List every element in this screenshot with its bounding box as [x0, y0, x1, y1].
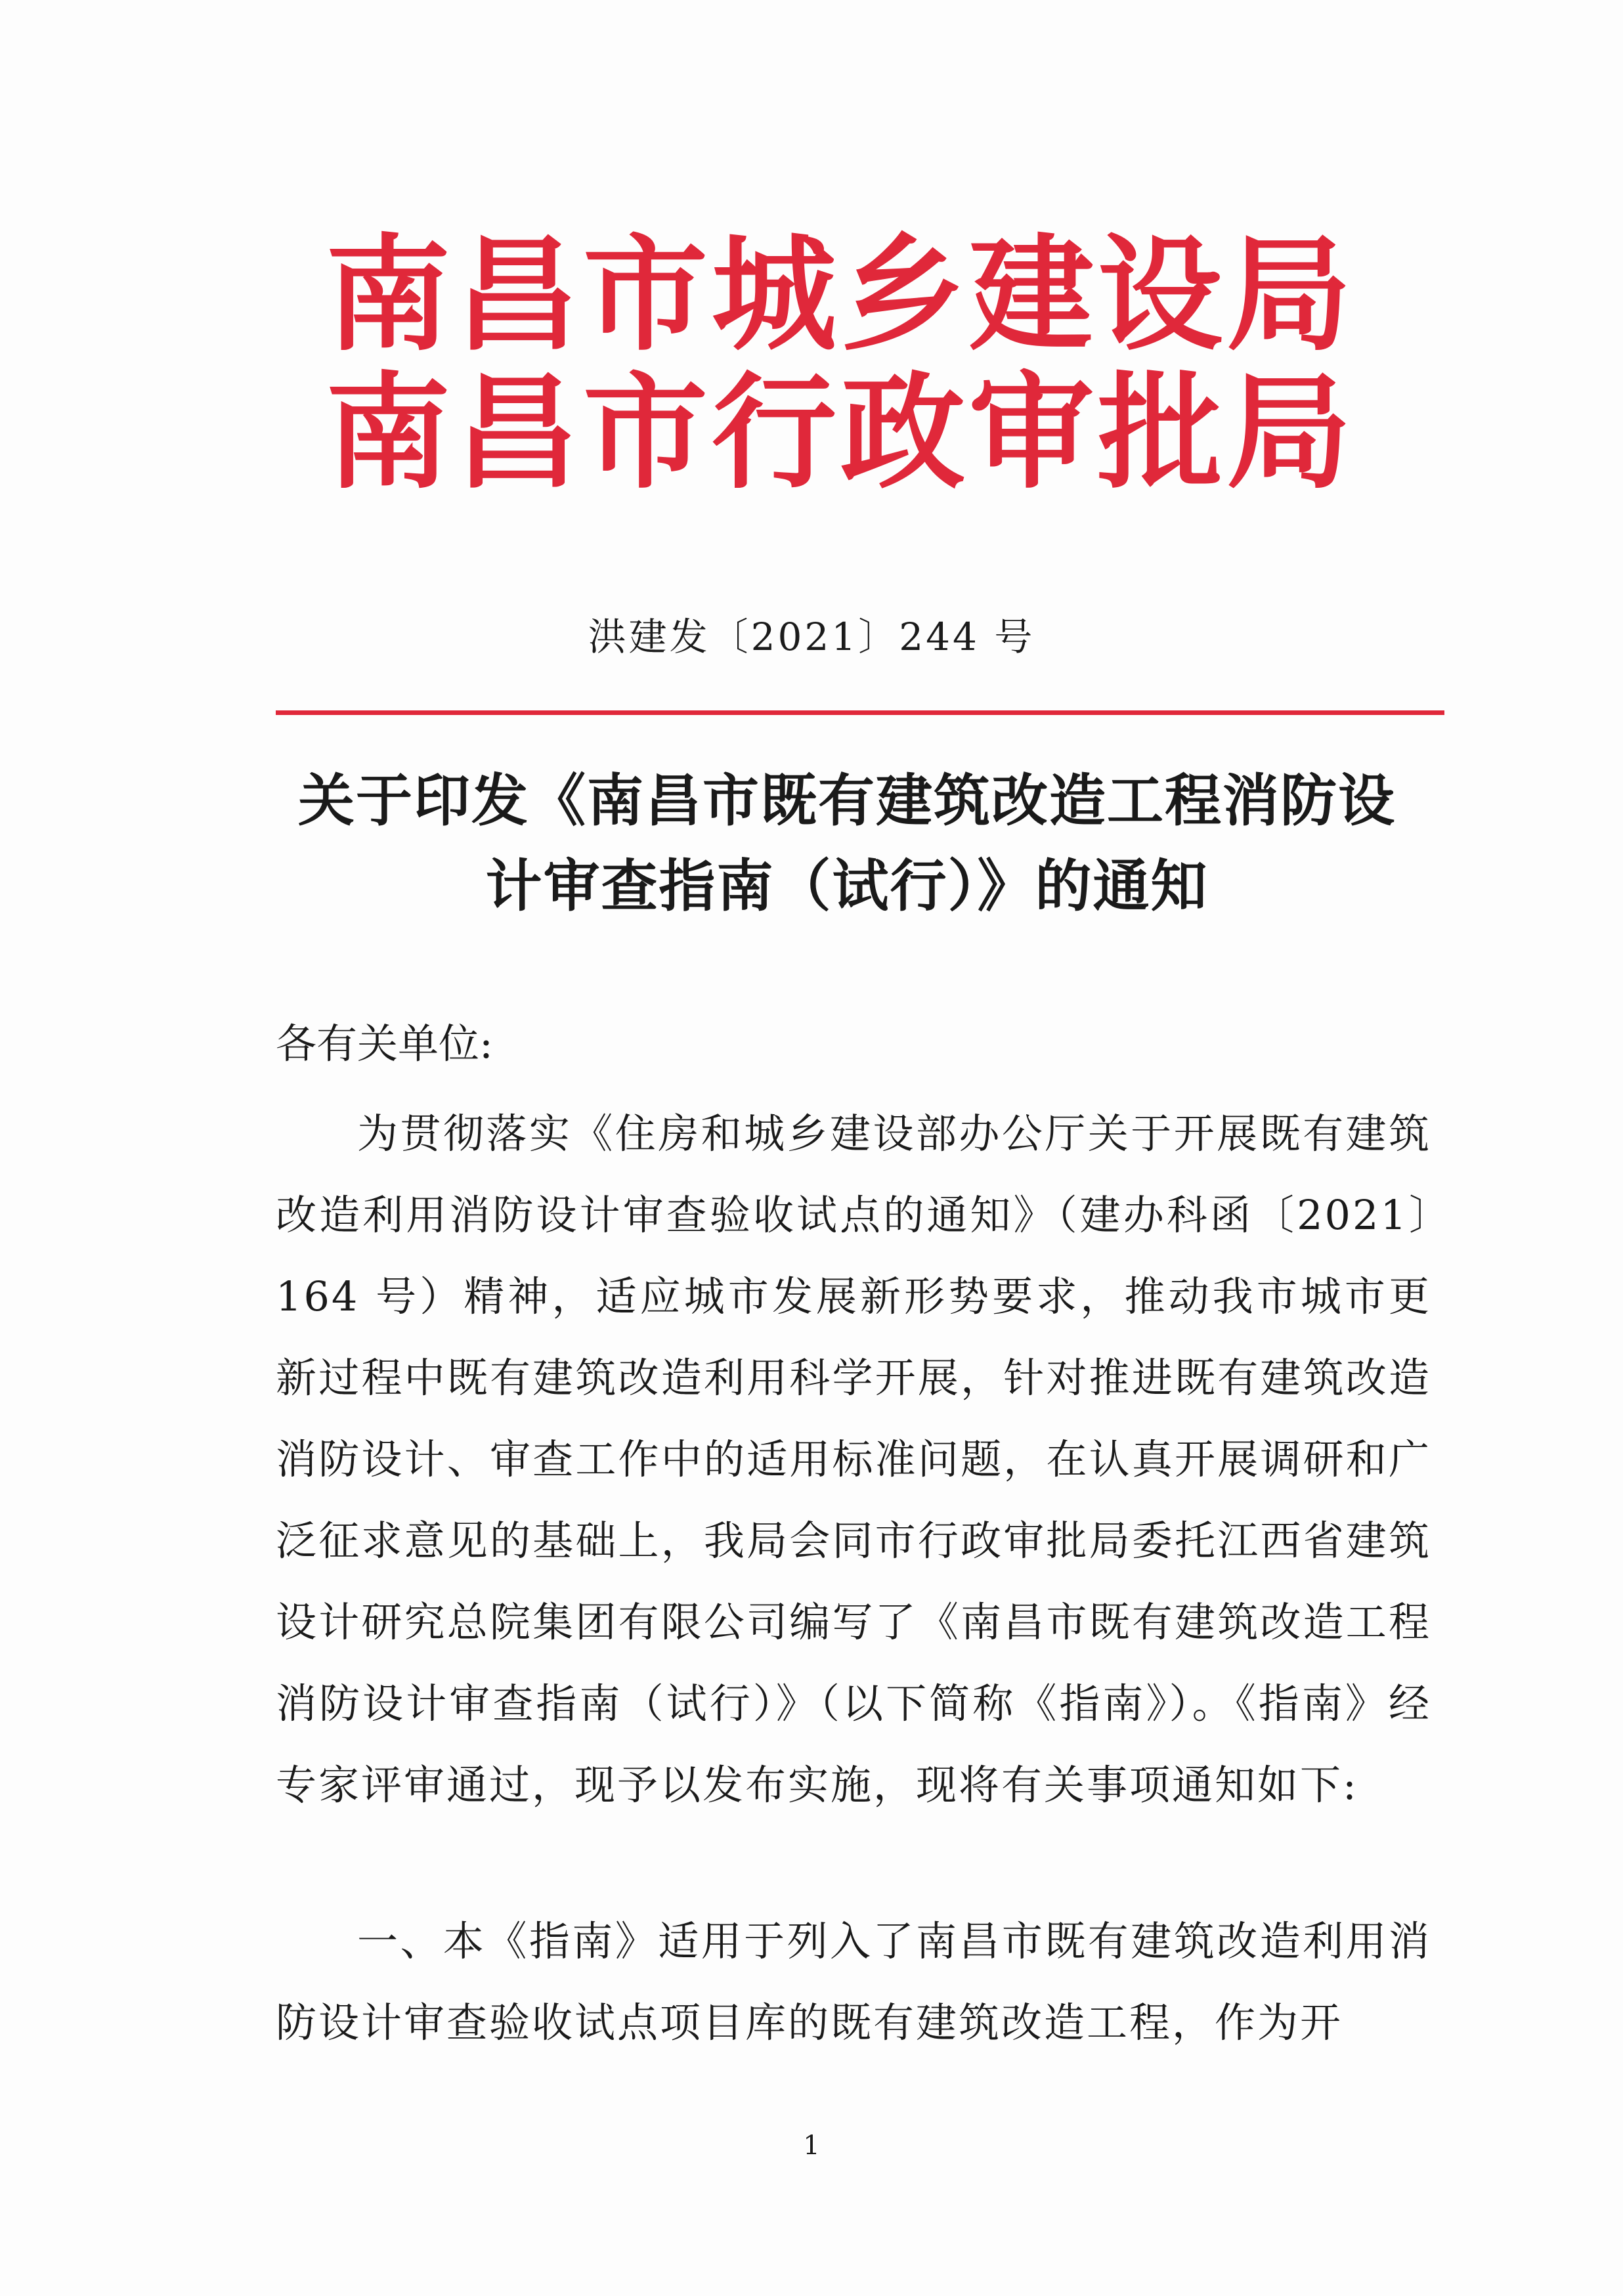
body-paragraph-1: 为贯彻落实《住房和城乡建设部办公厅关于开展既有建筑改造利用消防设计审查验收试点的通知》（建办科函〔2021〕164 号）精神，适应城市发展新形势要求，推动我市城市更新过程中既有建筑改造利用科学开展，针对推进既有建筑改造消防设计、审查工作中的适用标准问题，在认真开展调研和广泛征求意见的基础上，我局会同市行政审批局委托江西省建筑设计研究总院集团有限公司编写了《南昌市既有建筑改造工程消防设计审查指南（试行）》（以下简称《指南》）。《指南》经专家评审通过，现予以发布实施，现将有关事项通知如下: — [276, 1110, 1431, 1809]
body-paragraph-2: 一、本《指南》适用于列入了南昌市既有建筑改造利用消防设计审查验收试点项目库的既有建筑改造工程，作为开 — [276, 1917, 1431, 2047]
document-number: 洪建发〔2021〕244 号 — [588, 615, 1035, 659]
page-number: 1 — [803, 2131, 820, 2161]
document-title-line-2: 计审查指南（试行）》的通知 — [485, 854, 1209, 919]
red-separator-line — [276, 710, 1444, 715]
issuer-name-1: 南昌市城乡建设局 — [325, 223, 1355, 368]
salutation: 各有关单位: — [276, 1020, 493, 1068]
issuer-name-2: 南昌市行政审批局 — [325, 360, 1355, 506]
document-title-line-1: 关于印发《南昌市既有建筑改造工程消防设 — [298, 768, 1396, 834]
